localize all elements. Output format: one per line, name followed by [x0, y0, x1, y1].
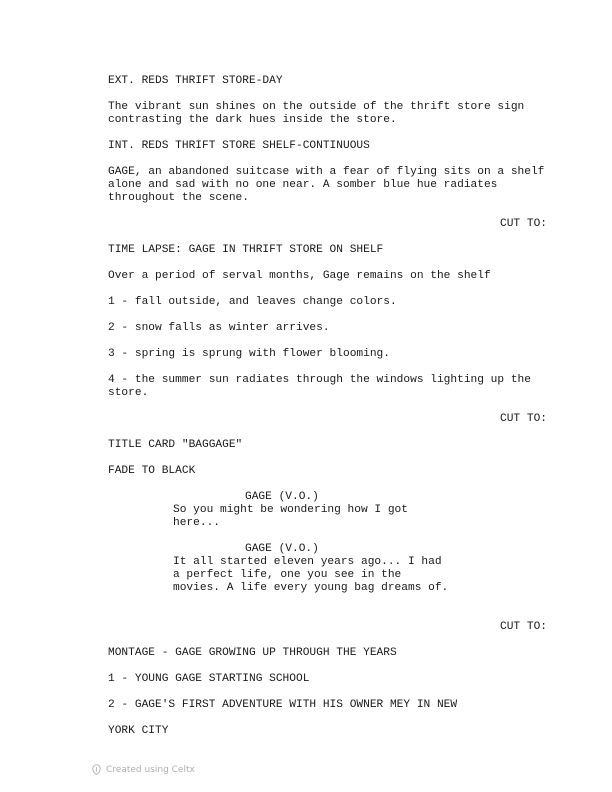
action-gage-introduction: GAGE, an abandoned suitcase with a fear of flying sits on a shelf alone and sad with no one near. A somber blue hue radiates throughout the scene. — [108, 166, 545, 204]
transition-cut-to-3: CUT TO: — [500, 621, 547, 633]
timelapse-intro: Over a period of serval months, Gage remains on the shelf — [108, 270, 491, 282]
dialogue-character-1: GAGE (V.O.) — [245, 491, 319, 503]
dialogue-character-2: GAGE (V.O.) — [245, 543, 319, 555]
action-vibrant-sun: The vibrant sun shines on the outside of the thrift store sign contrasting the dark hues inside the store. — [108, 101, 525, 126]
fade-to-black: FADE TO BLACK — [108, 465, 196, 477]
montage-item: YORK CITY — [108, 725, 169, 737]
dialogue-text-2: It all started eleven years ago... I had a perfect life, one you see in the movies. A life every young bag dreams of. — [173, 556, 449, 594]
montage-heading: MONTAGE - GAGE GROWING UP THROUGH THE YEARS — [108, 647, 397, 659]
scene-heading-int-reds-thrift-store-shelf: INT. REDS THRIFT STORE SHELF-CONTINUOUS — [108, 140, 370, 152]
transition-cut-to-2: CUT TO: — [500, 413, 547, 425]
celtx-logo-icon — [92, 764, 101, 775]
timelapse-item: 3 - spring is sprung with flower blooming. — [108, 348, 390, 360]
footer-text: Created using Celtx — [106, 764, 195, 775]
scene-heading-ext-reds-thrift-store: EXT. REDS THRIFT STORE-DAY — [108, 75, 283, 87]
footer-created-using-celtx — [92, 764, 195, 775]
transition-cut-to-1: CUT TO: — [500, 218, 547, 230]
dialogue-text-1: So you might be wondering how I got here... — [173, 504, 408, 529]
montage-item: 2 - GAGE'S FIRST ADVENTURE WITH HIS OWNER MEY IN NEW — [108, 699, 458, 711]
timelapse-heading: TIME LAPSE: GAGE IN THRIFT STORE ON SHELF — [108, 244, 384, 256]
title-card: TITLE CARD "BAGGAGE" — [108, 439, 243, 451]
timelapse-item: 1 - fall outside, and leaves change colors. — [108, 296, 397, 308]
montage-item: 1 - YOUNG GAGE STARTING SCHOOL — [108, 673, 310, 685]
timelapse-item: 2 - snow falls as winter arrives. — [108, 322, 330, 334]
timelapse-item: 4 - the summer sun radiates through the windows lighting up the store. — [108, 374, 531, 399]
